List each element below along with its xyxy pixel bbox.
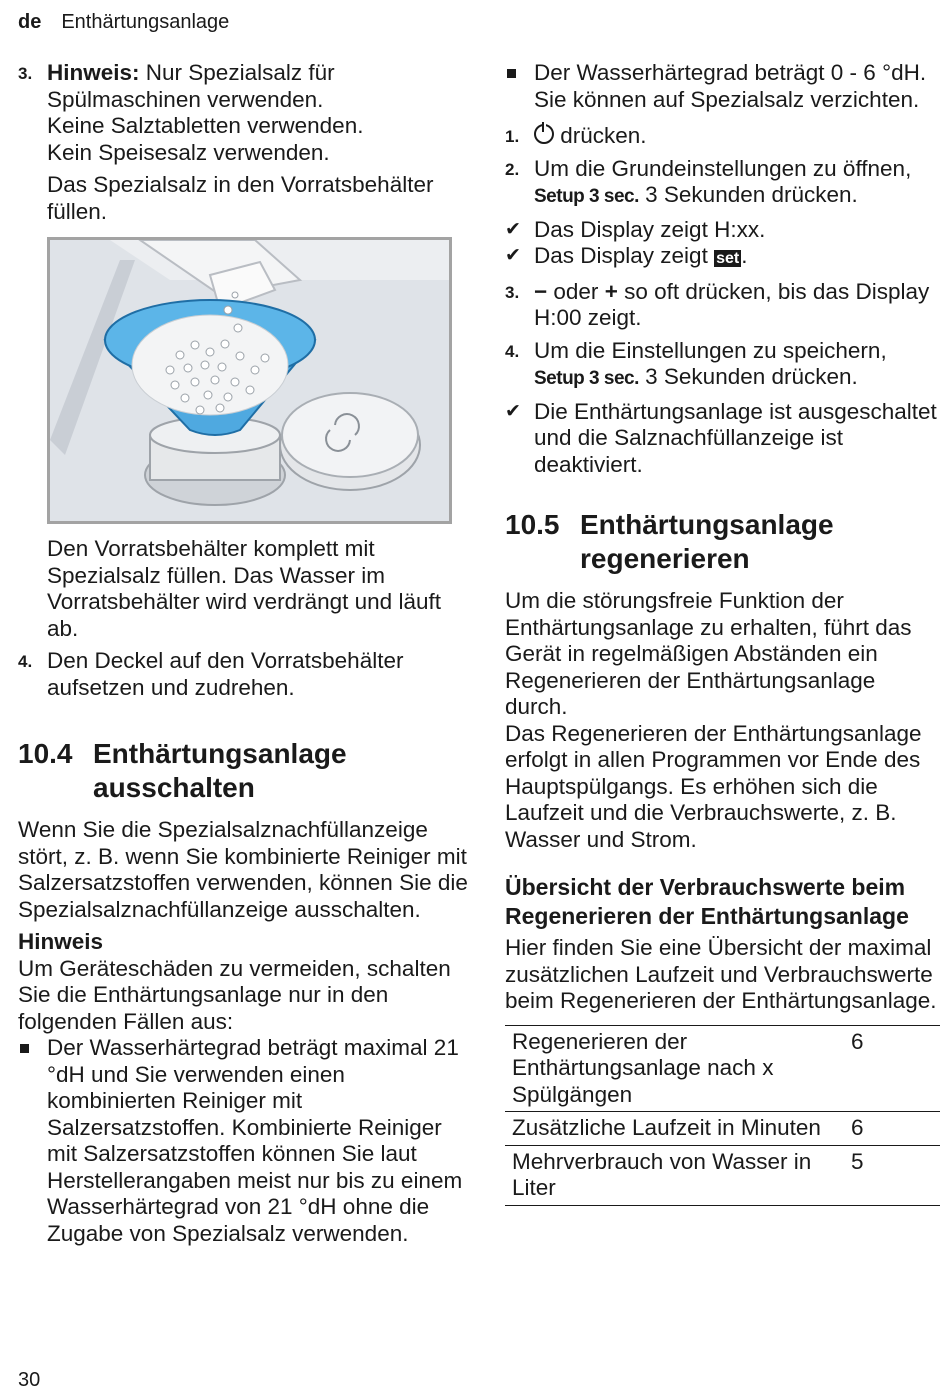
table-row xyxy=(505,1112,940,1146)
section-10-5-para-3: Hier finden Sie eine Übersicht der maximal zusätzlichen Laufzeit und Verbrauchswerte beim Regenerieren der Enthärtungsanlage. xyxy=(505,935,937,1013)
step-number: 3. xyxy=(18,64,33,83)
step-2-text: Um die Grundeinstellungen zu öffnen, xyxy=(534,155,912,181)
result-2-end: . xyxy=(741,243,748,268)
hint-text: Nur Spezialsalz für Spülmaschinen verwenden. xyxy=(47,60,335,112)
step-number: 1. xyxy=(505,127,520,146)
after-figure-text: Den Vorratsbehälter komplett mit Spezialsalz füllen. Das Wasser im Vorratsbehälter wird verdrängt und läuft ab. xyxy=(47,536,441,641)
step-4-text-end: 3 Sekunden drücken. xyxy=(638,364,858,389)
right-column xyxy=(505,60,942,1206)
table-cell-value: 6 xyxy=(844,1025,940,1112)
result-2 xyxy=(505,243,942,273)
table-row xyxy=(505,1025,940,1112)
table-cell-label: Mehrverbrauch von Wasser in Liter xyxy=(505,1145,844,1205)
hint-label: Hinweis: xyxy=(47,60,140,85)
table-cell-label: Regenerieren der Enthärtungsanlage nach x Spülgängen xyxy=(505,1025,844,1112)
step-number: 2. xyxy=(505,159,520,179)
result-1 xyxy=(505,217,942,244)
result-2-text: Das Display zeigt xyxy=(534,243,715,268)
setup-button-label: Setup 3 sec. xyxy=(534,186,639,207)
hint-line-3: Kein Speisesalz verwenden. xyxy=(47,139,330,165)
section-10-4-intro: Wenn Sie die Spezialsalznachfüllanzeige stört, z. B. wenn Sie kombinierte Reiniger mit Salzersatzstoffen verwenden, können Sie die Spezialsalznachfüllanzeige ausschalten. xyxy=(18,817,468,922)
checkmark-icon: ✔ xyxy=(505,245,521,266)
section-number: 10.5 xyxy=(505,509,560,540)
step-3 xyxy=(505,279,942,332)
step-3-text: so oft drücken, bis das Display H:00 zeigt. xyxy=(534,278,930,330)
table-cell-label: Zusätzliche Laufzeit in Minuten xyxy=(505,1112,844,1146)
step-number: 4. xyxy=(18,652,33,671)
checkmark-icon: ✔ xyxy=(505,400,521,422)
power-icon xyxy=(534,124,554,144)
section-title: Enthärtungsanlage ausschalten xyxy=(93,738,347,803)
result-3 xyxy=(505,399,942,479)
minus-icon: − xyxy=(534,278,548,304)
step-3-or: oder xyxy=(547,278,605,304)
step-4-text: Um die Einstellungen zu speichern, xyxy=(534,337,887,363)
step-1-text: drücken. xyxy=(554,123,647,148)
bullet-square xyxy=(507,69,516,78)
step-number: 4. xyxy=(505,341,520,361)
step-3-hint xyxy=(18,60,468,225)
step-2-text-end: 3 Sekunden drücken. xyxy=(638,182,858,207)
funnel-drawing xyxy=(50,240,449,521)
consumption-table xyxy=(505,1025,940,1206)
step-4 xyxy=(18,648,468,701)
step-number: 3. xyxy=(505,282,520,302)
header-title: Enthärtungsanlage xyxy=(61,11,230,33)
step-4-text: Den Deckel auf den Vorratsbehälter aufsetzen und zudrehen. xyxy=(47,648,404,700)
section-10-5-para-2: Das Regenerieren der Enthärtungsanlage erfolgt in allen Programmen vor Ende des Hauptspülgangs. Es erhöhen sich die Laufzeit und die Verbrauchswerte, z. B. Wasser und Strom. xyxy=(505,720,922,852)
result-3-text: Die Enthärtungsanlage ist ausgeschaltet und die Salznachfüllanzeige ist deaktiviert. xyxy=(534,398,937,477)
result-1-text: Das Display zeigt H:xx. xyxy=(534,216,766,242)
section-title: Enthärtungsanlage regenerieren xyxy=(580,509,834,574)
page-number: 30 xyxy=(18,1369,41,1391)
section-number: 10.4 xyxy=(18,738,73,769)
setup-button-label: Setup 3 sec. xyxy=(534,368,639,389)
consumption-subheading: Übersicht der Verbrauchswerte beim Regenerieren der Enthärtungsanlage xyxy=(505,874,909,929)
page-header xyxy=(18,9,229,35)
hint-line-2: Keine Salztabletten verwenden. xyxy=(47,113,364,138)
bullet-text: Der Wasserhärtegrad beträgt 0 - 6 °dH. Sie können auf Spezialsalz verzichten. xyxy=(534,60,927,112)
section-10-5-para-1: Um die störungsfreie Funktion der Enthärtungsanlage zu erhalten, führt das Gerät in regelmäßigen Abständen ein Regenerieren der Enthärtungsanlage durch. xyxy=(505,588,912,719)
step-2 xyxy=(505,156,942,211)
checkmark-icon: ✔ xyxy=(505,218,521,240)
section-10-5-heading xyxy=(505,508,942,576)
table-row xyxy=(505,1145,940,1205)
plus-icon: + xyxy=(604,278,618,304)
salt-funnel-illustration xyxy=(47,237,452,524)
note-label: Hinweis xyxy=(18,929,104,954)
bullet-item xyxy=(505,60,942,113)
left-column xyxy=(18,60,468,1247)
section-10-4-heading xyxy=(18,737,468,805)
bullet-text: Der Wasserhärtegrad beträgt maximal 21 °dH und Sie verwenden einen kombinierten Reiniger mit Salzersatzstoffen. Kombinierte Reiniger mit Salzersatzstoffen können Sie laut Herstellerangaben meist nur bis zu einem Wasserhärtegrad von 21 °dH ohne die Zugabe von Spezialsalz verwenden. xyxy=(47,1035,463,1246)
language-code: de xyxy=(18,11,42,33)
fill-instruction: Das Spezialsalz in den Vorratsbehälter füllen. xyxy=(47,172,434,224)
table-cell-value: 5 xyxy=(844,1145,940,1205)
table-cell-value: 6 xyxy=(844,1112,940,1146)
bullet-item xyxy=(18,1035,468,1247)
set-display-badge: set xyxy=(716,250,740,267)
note-text: Um Geräteschäden zu vermeiden, schalten Sie die Enthärtungsanlage nur in den folgenden Fällen aus: xyxy=(18,955,451,1034)
step-1 xyxy=(505,123,942,150)
step-4 xyxy=(505,338,942,393)
bullet-square xyxy=(20,1044,29,1053)
